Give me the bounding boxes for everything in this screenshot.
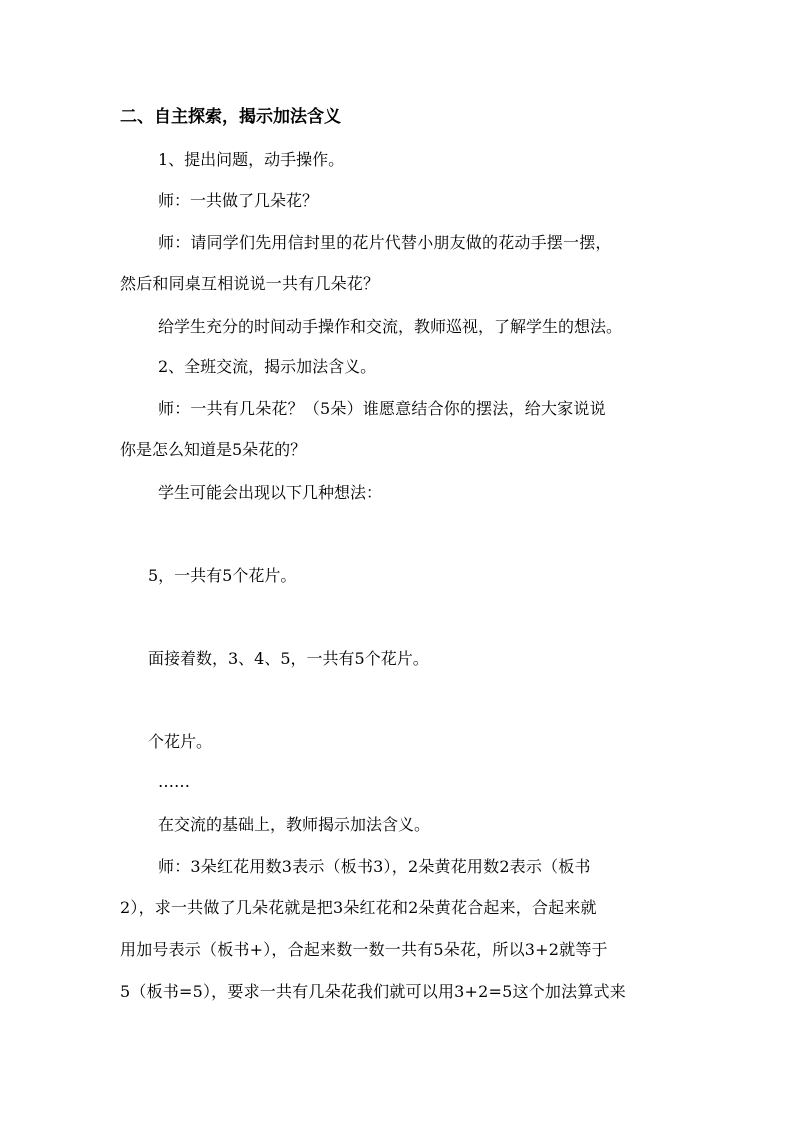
paragraph-student-activity: 给学生充分的时间动手操作和交流，教师巡视，了解学生的想法。 — [158, 317, 623, 336]
paragraph-teacher-instruction-line-2: 然后和同桌互相说说一共有几朵花？ — [120, 274, 380, 293]
list-item-text-line-2: 5，一共有5个花片。 — [148, 566, 297, 585]
paragraph-teacher-discussion-line-1: 师：一共有几朵花？（5朵）谁愿意结合你的摆法，给大家说说 — [158, 399, 606, 418]
paragraph-teacher-reveal: 在交流的基础上，教师揭示加法含义。 — [158, 815, 431, 834]
list-item-text-line-2: 个花片。 — [148, 732, 213, 751]
paragraph-teacher-discussion-line-2: 你是怎么知道是5朵花的？ — [120, 440, 307, 459]
paragraph-teacher-explanation-line-2: 2），求一共做了几朵花就是把3朵红花和2朵黄花合起来，合起来就 — [120, 898, 597, 917]
ellipsis-text: …… — [158, 772, 190, 791]
paragraph-step-2: 2、全班交流，揭示加法含义。 — [158, 357, 377, 376]
paragraph-teacher-explanation-line-3: 用加号表示（板书+），合起来数一数一共有5朵花，所以3+2就等于 — [120, 940, 608, 959]
paragraph-teacher-explanation-line-1: 师：3朵红花用数3表示（板书3），2朵黄花用数2表示（板书 — [158, 857, 591, 876]
paragraph-teacher-question: 师：一共做了几朵花？ — [158, 191, 319, 210]
paragraph-teacher-instruction-line-1: 师：请同学们先用信封里的花片代替小朋友做的花动手摆一摆， — [158, 233, 612, 252]
paragraph-teacher-explanation-line-4: 5（板书=5），要求一共有几朵花我们就可以用3+2=5这个加法算式来 — [120, 982, 626, 1001]
paragraph-student-ideas-intro: 学生可能会出现以下几种想法： — [158, 483, 383, 502]
paragraph-step-1: 1、提出问题，动手操作。 — [158, 150, 345, 169]
list-item-text-line-2: 面接着数，3、4、5，一共有5个花片。 — [148, 649, 429, 668]
section-heading: 二、自主探索，揭示加法含义 — [120, 107, 341, 127]
